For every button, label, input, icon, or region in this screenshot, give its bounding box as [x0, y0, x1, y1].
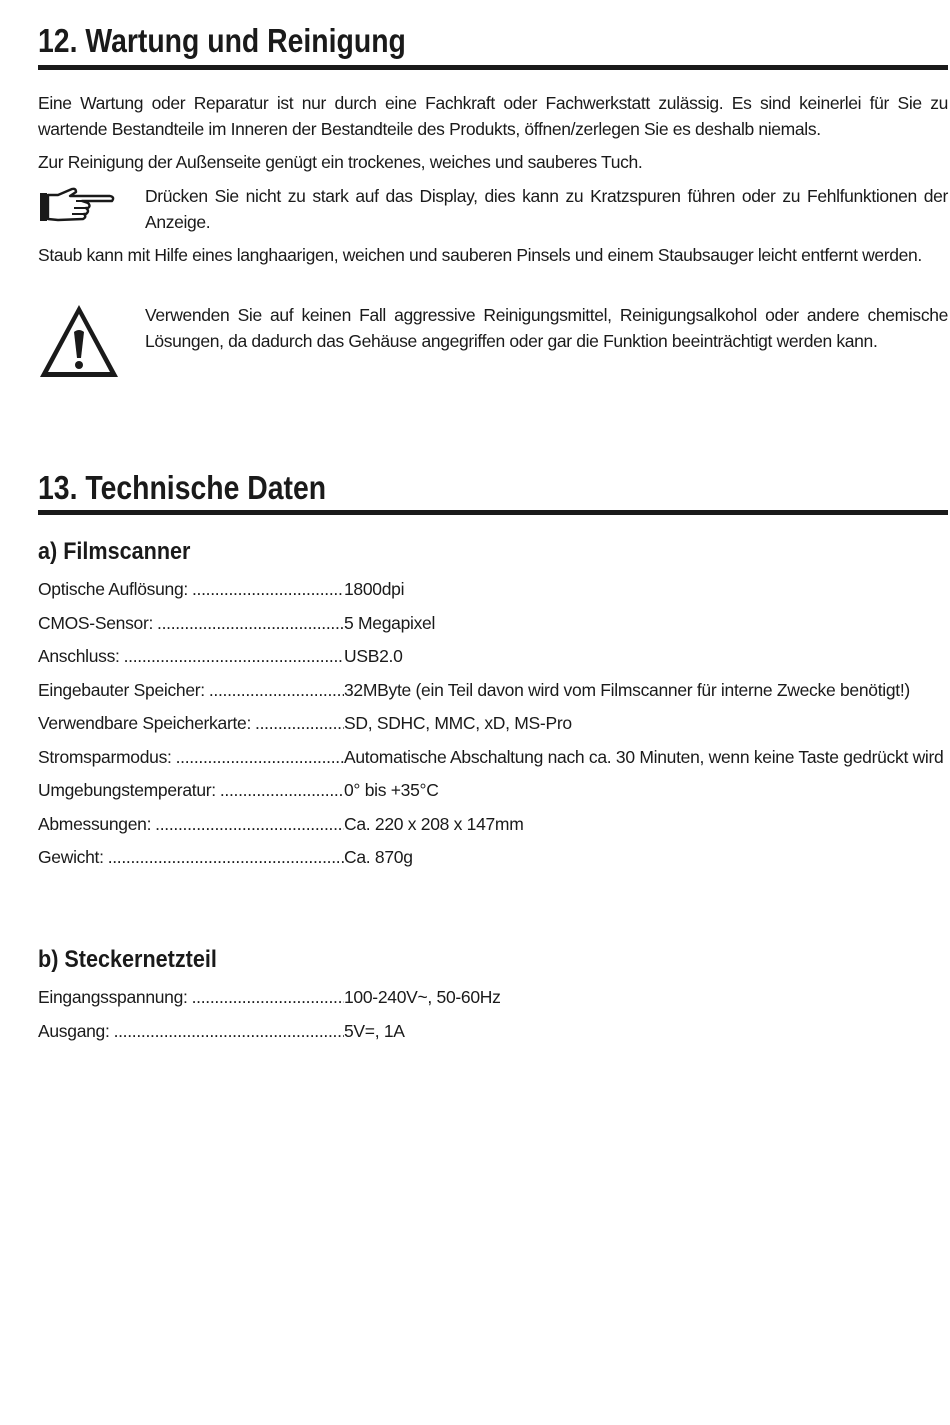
title-rule	[38, 65, 948, 70]
section-12	[38, 22, 466, 60]
title-rule	[38, 510, 948, 515]
spec-label-cell	[38, 844, 344, 870]
spec-label-cell	[38, 576, 344, 602]
spec-value: 5V=, 1A	[344, 1020, 405, 1041]
spec-label: Anschluss:	[38, 646, 120, 666]
leader-dots	[124, 643, 344, 669]
warning-note	[38, 302, 948, 385]
spec-value: 0° bis +35°C	[344, 780, 439, 800]
leader-dots	[192, 576, 344, 602]
spec-label: Eingebauter Speicher:	[38, 679, 205, 700]
section-title: 12. Wartung und Reinigung	[38, 22, 406, 59]
spec-label: Umgebungstemperatur:	[38, 780, 216, 800]
spec-list-power-supply	[38, 984, 948, 1051]
spec-label-cell	[38, 710, 344, 736]
spec-label: Stromsparmodus:	[38, 746, 172, 767]
spec-label-cell	[38, 984, 344, 1010]
spec-value: Ca. 220 x 208 x 147mm	[344, 813, 524, 834]
spec-label-cell	[38, 744, 344, 770]
spec-label: Optische Auflösung:	[38, 579, 188, 599]
leader-dots	[220, 777, 344, 803]
section-title: 13. Technische Daten	[38, 469, 327, 506]
leader-dots	[155, 811, 344, 837]
spec-value: 32MByte (ein Teil davon wird vom Filmscanner für interne Zwecke benötigt!)	[344, 679, 910, 700]
spec-label-cell	[38, 610, 344, 636]
spec-row	[38, 677, 948, 703]
spec-row	[38, 610, 948, 636]
section-13	[38, 469, 373, 507]
spec-row	[38, 576, 948, 602]
spec-label-cell	[38, 1018, 344, 1044]
leader-dots	[192, 984, 344, 1010]
spec-label: Ausgang:	[38, 1020, 110, 1041]
spec-label-cell	[38, 677, 344, 703]
spec-row	[38, 744, 948, 770]
spec-value: USB2.0	[344, 646, 403, 666]
spec-row	[38, 1018, 948, 1044]
spec-label: Gewicht:	[38, 847, 104, 867]
spec-value: 100-240V~, 50-60Hz	[344, 987, 501, 1007]
spec-row	[38, 777, 948, 803]
spec-label: CMOS-Sensor:	[38, 612, 154, 633]
spec-value: 5 Megapixel	[344, 612, 436, 633]
spec-label-cell	[38, 643, 344, 669]
note-text: Verwenden Sie auf keinen Fall aggressive Reinigungsmittel, Reinigungsalkohol oder andere chemische Lösungen, da dadurch das Gehäuse angegriffen oder gar die Funktion beeinträchtigt werden kann.	[145, 305, 948, 351]
spec-label: Eingangsspannung:	[38, 987, 188, 1007]
spec-row	[38, 643, 948, 669]
spec-value: 1800dpi	[344, 579, 405, 599]
warning-triangle-icon	[38, 302, 145, 385]
leader-dots	[176, 744, 344, 770]
paragraph: Staub kann mit Hilfe eines langhaarigen, weichen und sauberen Pinsels und einem Staubsauger leicht entfernt werden.	[38, 245, 922, 265]
note-text: Drücken Sie nicht zu stark auf das Display, dies kann zu Kratzspuren führen oder zu Fehlfunktionen der Anzeige.	[145, 186, 948, 232]
spec-label-cell	[38, 777, 344, 803]
subsection-title: a) Filmscanner	[38, 538, 191, 565]
spec-row	[38, 844, 948, 870]
spec-value: SD, SDHC, MMC, xD, MS-Pro	[344, 713, 572, 733]
hint-note	[38, 183, 948, 235]
spec-row	[38, 710, 948, 736]
leader-dots	[157, 610, 344, 636]
spec-label: Verwendbare Speicherkarte:	[38, 713, 252, 733]
spec-value: Automatische Abschaltung nach ca. 30 Minuten, wenn keine Taste gedrückt wird	[344, 746, 944, 767]
spec-label-cell	[38, 811, 344, 837]
paragraph: Eine Wartung oder Reparatur ist nur durch eine Fachkraft oder Fachwerkstatt zulässig. Es sind keinerlei für Sie zu wartende Bestandteile im Inneren der Bestandteile des Produkts, öffnen/zerlegen Sie es deshalb niemals.	[38, 93, 948, 139]
leader-dots	[255, 710, 344, 736]
paragraph: Zur Reinigung der Außenseite genügt ein trockenes, weiches und sauberes Tuch.	[38, 152, 643, 172]
leader-dots	[114, 1018, 344, 1044]
spec-row	[38, 811, 948, 837]
spec-row	[38, 984, 948, 1010]
subsection-title: b) Steckernetzteil	[38, 946, 217, 973]
spec-label: Abmessungen:	[38, 813, 152, 834]
spec-list-filmscanner	[38, 576, 948, 878]
leader-dots	[108, 844, 344, 870]
pointing-hand-icon	[38, 183, 145, 235]
spec-value: Ca. 870g	[344, 847, 413, 867]
leader-dots	[209, 677, 344, 703]
